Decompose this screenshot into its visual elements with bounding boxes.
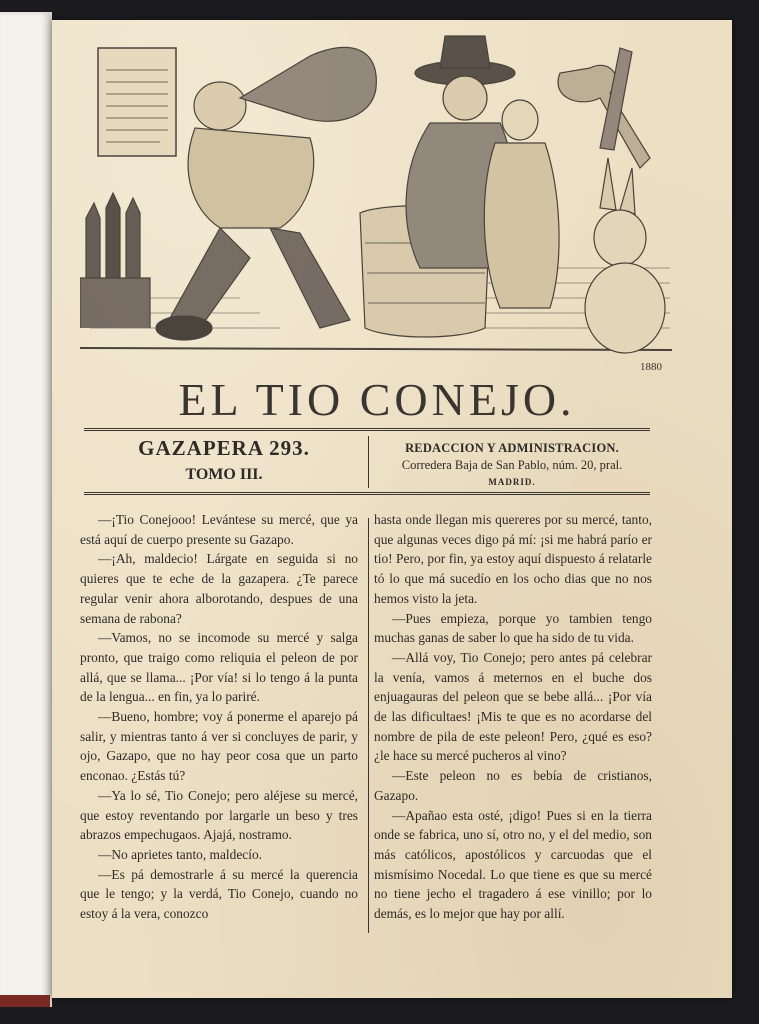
- adjacent-page-edge: [0, 12, 52, 1007]
- newspaper-page: [52, 20, 732, 998]
- paragraph: —Bueno, hombre; voy á ponerme el aparejo pá salir, y mientras tanto á ver si concluyes de parir, y ojo, Gazapo, que no hay peor cosa que un parto enconao. ¿Estás tú?: [80, 709, 358, 784]
- issue-number: GAZAPERA 293.: [138, 436, 310, 460]
- paragraph: —Apañao esta osté, ¡digo! Pues si en la tierra onde se fabrica, uno sí, otro no, y el del medio, son más católicos, apostólicos y carcuodas que el mismísimo Nocedal. Lo que tiene es que su mercé no tiene jecho el tragadero á ese vinillo; por lo demás, es lo mejor que hay por allí.: [374, 807, 652, 922]
- office-info: [372, 440, 652, 491]
- paragraph: —Este peleon no es bebía de cristianos, Gazapo.: [374, 768, 652, 803]
- office-address: Corredera Baja de San Pablo, núm. 20, pral.: [401, 458, 623, 472]
- paragraph: —No aprietes tanto, maldecío.: [98, 846, 262, 862]
- header-top-rule: [84, 428, 650, 431]
- paragraph: —Ya lo sé, Tio Conejo; pero aléjese su mercé, que estoy reventando por largarle un beso y tres abrazos empechugaos. Ajajá, nostramo.: [80, 787, 358, 843]
- paragraph: —Vamos, no se incomode su mercé y salga pronto, que traigo como reliquia el peleon de por allá, que se llama... ¡Por vía! si lo tengo á la punta de la lengua... en fin, ya lo pariré.: [80, 630, 358, 705]
- woodcut-illustration: [80, 28, 672, 376]
- paragraph: —¡Ah, maldecio! Lárgate en seguida si no quieres que te eche de la gazapera. ¿Te parece regular venir ahora alborotando, despues de una semana de rabona?: [80, 551, 358, 626]
- column-divider: [368, 518, 369, 933]
- paragraph: —¡Tio Conejooo! Levántese su mercé, que ya está aquí de cuerpo presente su Gazapo.: [80, 512, 358, 547]
- volume-number: TOMO III.: [185, 466, 263, 483]
- paragraph: —Es pá demostrarle á su mercé la querencia que le tengo; y la verdá, Tio Conejo, cuando no estoy á la vera, conozco: [80, 866, 358, 922]
- paragraph: hasta onde llegan mis quereres por su mercé, tanto, que algunas veces digo pá mí: ¡si me habrá parío er tio! Pero, por fin, ya estoy aquí dispuesto á relatarle tó lo que má sucedío en los ocho dias que no nos hemos visto la jeta.: [374, 512, 652, 606]
- office-title: REDACCION Y ADMINISTRACION.: [405, 441, 619, 455]
- illustration-date: 1880: [640, 361, 662, 373]
- header-bottom-rule: [84, 492, 650, 495]
- text-column-left: [80, 510, 358, 924]
- masthead-title: EL TIO CONEJO.: [178, 374, 576, 425]
- header-divider: [368, 436, 369, 488]
- paragraph: —Pues empieza, porque yo tambien tengo muchas ganas de saber lo que ha sido de tu vida.: [374, 610, 652, 646]
- paragraph: —Allá voy, Tio Conejo; pero antes pá celebrar la venía, vamos á meternos en el buche dos enjuagauras del peleon que se bebe allá... ¡Por vía de las dificultaes! ¡Mis te que es no acordarse del nombre de pila de este peleon! Pero, ¿qué es eso? ¿le hace su mercé pucheros al vino?: [374, 649, 652, 764]
- book-edge: [0, 995, 50, 1007]
- office-city: MADRID.: [488, 477, 536, 487]
- text-column-right: [374, 510, 652, 924]
